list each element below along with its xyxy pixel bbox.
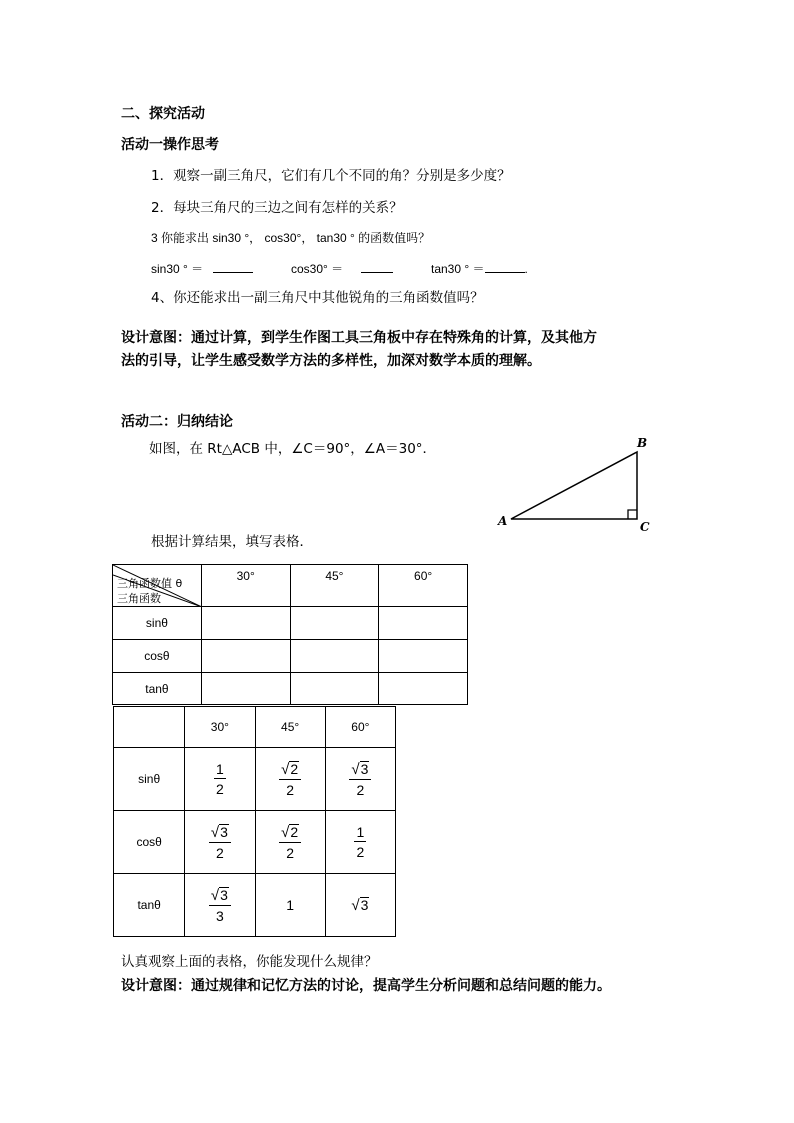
equation-cos30 <box>291 260 393 277</box>
table1-header-60: 60° <box>379 565 468 607</box>
denominator: 2 <box>286 844 294 861</box>
table1-row-label-sin: sinθ <box>113 607 202 640</box>
fraction <box>209 824 231 860</box>
equation-sin30-label: sin30 ° ＝ <box>151 262 204 276</box>
square-root: √ 2 <box>281 760 299 778</box>
table2-corner-cell <box>114 707 185 748</box>
numerator <box>279 824 301 843</box>
table2-value-cell: 1 <box>255 874 325 937</box>
table2-value-cell <box>185 811 255 874</box>
numerator <box>209 887 231 906</box>
equation-sin30 <box>151 260 253 277</box>
activity2-title: 活动二：归纳结论 <box>121 414 233 430</box>
equation-tan30-label: tan30 ° ＝ <box>431 262 485 276</box>
table1-empty-cell <box>379 607 468 640</box>
equation-end-period: . <box>524 262 528 276</box>
table2-value-cell <box>185 748 255 811</box>
table1-empty-cell <box>290 607 379 640</box>
triangle-acb <box>511 452 637 519</box>
table2-header-60: 60° <box>325 707 395 748</box>
table1-corner-top: 三角函数值 θ <box>117 577 183 590</box>
table2-row-label-sin: sinθ <box>114 748 185 811</box>
answer-blank-sin30 <box>213 260 253 273</box>
equation-cos30-label: cos30° ＝ <box>291 262 344 276</box>
fill-table-instruction: 根据计算结果，填写表格． <box>151 534 313 550</box>
fraction <box>279 761 301 797</box>
square-root: √ 3 <box>210 823 228 841</box>
design-intent-1-line1: 设计意图：通过计算，到学生作图工具三角板中存在特殊角的计算，及其他方 <box>121 330 597 346</box>
denominator: 2 <box>215 781 224 797</box>
activity1-question-1: 1．观察一副三角尺，它们有几个不同的角？分别是多少度？ <box>151 168 511 184</box>
design-intent-2: 设计意图：通过规律和记忆方法的讨论，提高学生分析问题和总结问题的能力。 <box>121 978 611 994</box>
fraction <box>214 762 226 796</box>
table1-empty-cell <box>201 640 290 673</box>
fraction <box>354 825 366 859</box>
fraction <box>349 761 371 797</box>
table2-value-cell <box>325 874 395 937</box>
answer-blank-tan30 <box>485 260 525 273</box>
table1-corner-cell <box>113 565 202 607</box>
vertex-label-b: B <box>637 436 648 450</box>
numerator: 1 <box>356 824 365 840</box>
table1-empty-cell <box>379 640 468 673</box>
activity1-title: 活动一操作思考 <box>121 137 219 153</box>
fraction <box>209 887 231 923</box>
answer-blank-cos30 <box>361 260 393 273</box>
square-root: √ 2 <box>281 823 299 841</box>
table1-header-45: 45° <box>290 565 379 607</box>
vertex-label-a: A <box>498 514 508 528</box>
table1-header-30: 30° <box>201 565 290 607</box>
table1-row-label-cos: cosθ <box>113 640 202 673</box>
square-root: √ 3 <box>351 897 369 914</box>
table2-header-45: 45° <box>255 707 325 748</box>
table2-value-cell <box>255 811 325 874</box>
answer-trig-table <box>113 706 396 937</box>
activity1-question-4: 4、你还能求出一副三角尺中其他锐角的三角函数值吗？ <box>151 290 484 306</box>
denominator: 2 <box>286 781 294 798</box>
activity2-intro: 如图，在 Rt△ACB 中，∠C＝90°，∠A＝30°． <box>149 441 437 457</box>
numerator <box>279 761 301 780</box>
table1-corner-bottom: 三角函数 <box>117 592 161 605</box>
table1-empty-cell <box>290 673 379 705</box>
table2-value-cell <box>325 748 395 811</box>
equation-tan30 <box>431 260 528 277</box>
table1-empty-cell <box>290 640 379 673</box>
design-intent-1-line2: 法的引导，让学生感受数学方法的多样性，加深对数学本质的理解。 <box>121 353 541 369</box>
numerator: 1 <box>215 761 224 777</box>
observe-question: 认真观察上面的表格，你能发现什么规律？ <box>121 954 378 970</box>
table1-row-label-tan: tanθ <box>113 673 202 705</box>
table2-value-cell <box>255 748 325 811</box>
table1-empty-cell <box>379 673 468 705</box>
activity1-question-3: 3 你能求出 sin30 °， cos30°， tan30 ° 的函数值吗？ <box>151 231 431 245</box>
square-root: √ 3 <box>351 760 369 778</box>
section-title: 二、探究活动 <box>121 106 205 122</box>
blank-trig-table <box>112 564 468 705</box>
vertex-label-c: C <box>640 520 650 534</box>
table2-row-label-tan: tanθ <box>114 874 185 937</box>
activity1-question-2: 2．每块三角尺的三边之间有怎样的关系？ <box>151 200 403 216</box>
square-root: √ 3 <box>210 886 228 904</box>
denominator: 3 <box>215 907 224 924</box>
table1-empty-cell <box>201 673 290 705</box>
right-angle-mark <box>628 510 637 519</box>
numerator <box>209 824 231 843</box>
denominator: 2 <box>356 844 365 860</box>
triangle-figure <box>492 432 662 538</box>
table2-value-cell <box>185 874 255 937</box>
table1-empty-cell <box>201 607 290 640</box>
fraction <box>279 824 301 860</box>
table2-header-30: 30° <box>185 707 255 748</box>
table2-row-label-cos: cosθ <box>114 811 185 874</box>
numerator <box>349 761 371 780</box>
table2-value-cell <box>325 811 395 874</box>
denominator: 2 <box>356 781 365 798</box>
denominator: 2 <box>215 844 224 861</box>
